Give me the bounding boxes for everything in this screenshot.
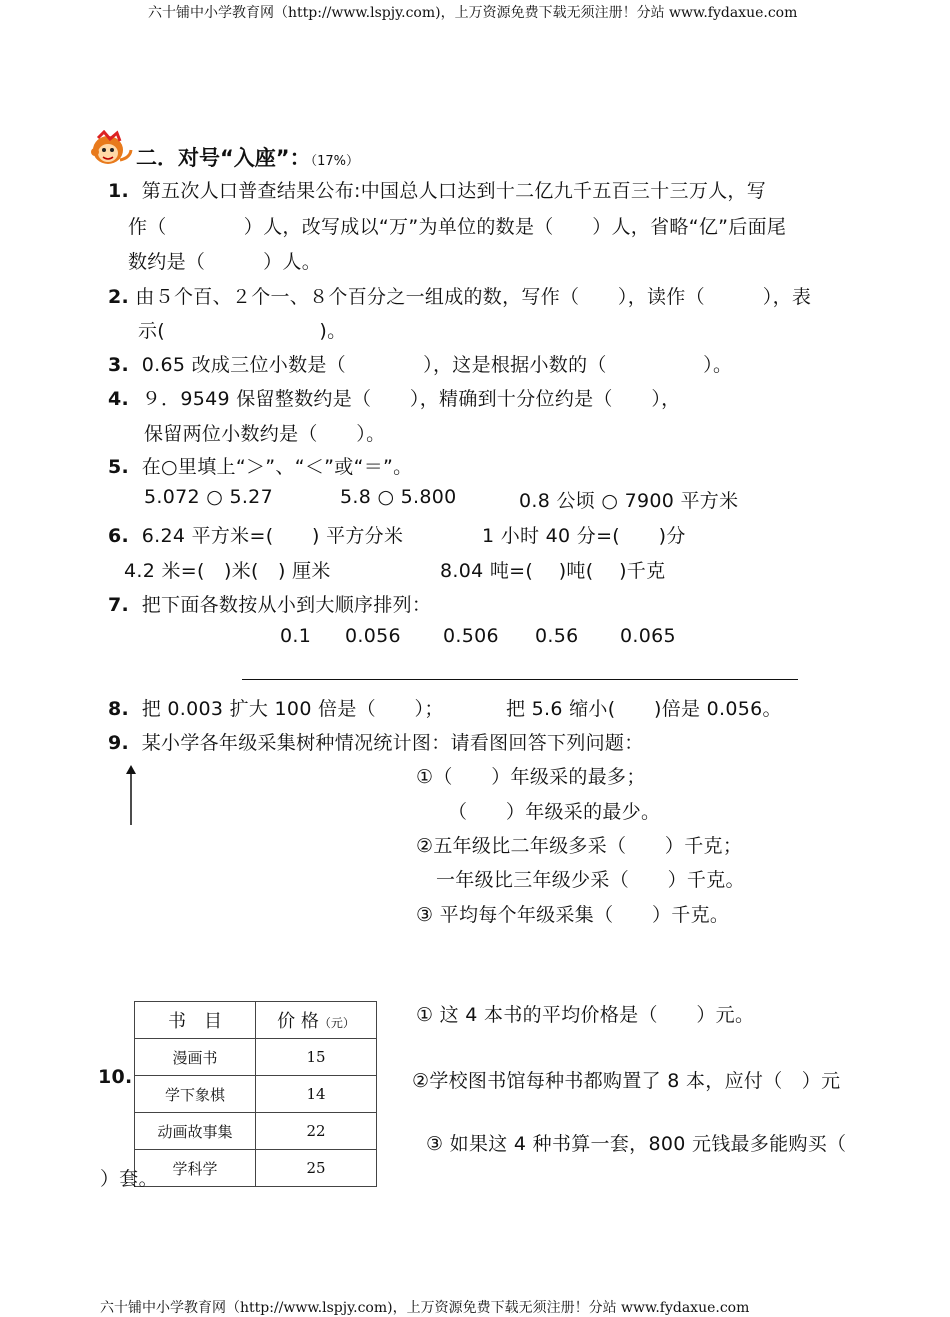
question-3: 3. 0.65 改成三位小数是（ ），这是根据小数的（ ）。 xyxy=(108,354,733,376)
table-header-row xyxy=(135,1002,377,1039)
number-5: 0.065 xyxy=(620,625,676,647)
compare-item-1: 5.072 ○ 5.27 xyxy=(144,486,273,508)
book-price: 15 xyxy=(256,1039,377,1076)
question-4-line-2: 保留两位小数约是（ ）。 xyxy=(144,423,386,445)
book-name: 动画故事集 xyxy=(135,1113,256,1150)
question-5: 5. 在○里填上“＞”、“＜”或“＝”。 xyxy=(108,456,413,478)
table-row xyxy=(135,1039,377,1076)
answer-line xyxy=(242,679,798,680)
book-name: 漫画书 xyxy=(135,1039,256,1076)
question-1: 1. 第五次人口普查结果公布:中国总人口达到十二亿九千五百三十三万人，写 xyxy=(108,180,767,202)
page-footer: 六十铺中小学教育网（http://www.lspjy.com)，上万资源免费下载无须注册！分站 www.fydaxue.com xyxy=(100,1300,750,1316)
question-10-sub-3-end: ）套。 xyxy=(100,1168,158,1190)
question-6-d: 8.04 吨=( )吨( )千克 xyxy=(440,560,666,582)
number-4: 0.56 xyxy=(535,625,579,647)
question-6-c: 4.2 米=( )米( ) 厘米 xyxy=(124,560,331,582)
book-price: 14 xyxy=(256,1076,377,1113)
book-price-table xyxy=(134,1001,377,1187)
question-10-sub-2: ②学校图书馆每种书都购置了 8 本，应付（ ）元 xyxy=(412,1070,841,1092)
page-header: 六十铺中小学教育网（http://www.lspjy.com)，上万资源免费下载无须注册！分站 www.fydaxue.com xyxy=(148,5,798,21)
book-name: 学下象棋 xyxy=(135,1076,256,1113)
section-title: 二．对号“入座”：（17%） xyxy=(136,146,360,170)
table-row xyxy=(135,1076,377,1113)
question-2-line-2: 示( )。 xyxy=(138,320,347,342)
book-price: 22 xyxy=(256,1113,377,1150)
question-9-sub-3: ②五年级比二年级多采（ ）千克； xyxy=(416,835,743,857)
price-unit: （元） xyxy=(318,1016,355,1030)
number-2: 0.056 xyxy=(345,625,401,647)
book-price: 25 xyxy=(256,1150,377,1187)
compare-item-2: 5.8 ○ 5.800 xyxy=(340,486,457,508)
question-9-sub-2: （ ）年级采的最少。 xyxy=(448,801,661,823)
question-7: 7. 把下面各数按从小到大顺序排列： xyxy=(108,594,432,616)
question-6-b: 1 小时 40 分=( )分 xyxy=(482,525,686,547)
question-2: 2. 由５个百、２个一、８个百分之一组成的数，写作（ ），读作（ ），表 xyxy=(108,286,812,308)
table-header-price: 价 格（元） xyxy=(256,1002,377,1039)
table-row xyxy=(135,1113,377,1150)
chart-y-axis-arrow-icon xyxy=(124,765,138,827)
question-9-sub-5: ③ 平均每个年级采集（ ）千克。 xyxy=(416,904,730,926)
question-6: 6. 6.24 平方米=( ) 平方分米 xyxy=(108,525,404,547)
question-1-line-2: 作（ ）人，改写成以“万”为单位的数是（ ）人，省略“亿”后面尾 xyxy=(128,216,787,238)
table-row xyxy=(135,1150,377,1187)
number-3: 0.506 xyxy=(443,625,499,647)
question-8-b: 把 5.6 缩小( )倍是 0.056。 xyxy=(506,698,782,720)
question-1-line-3: 数约是（ ）人。 xyxy=(128,251,322,273)
compare-item-3: 0.8 公顷 ○ 7900 平方米 xyxy=(519,490,739,512)
monkey-mascot-icon xyxy=(90,130,134,170)
question-9-sub-4: 一年级比三年级少采（ ）千克。 xyxy=(436,869,745,891)
table-header-title: 书 目 xyxy=(135,1002,256,1039)
book-name: 学科学 xyxy=(135,1150,256,1187)
number-1: 0.1 xyxy=(280,625,312,647)
question-4: 4. ９．9549 保留整数约是（ ），精确到十分位约是（ ）， xyxy=(108,388,681,410)
question-10-number: 10. xyxy=(98,1066,133,1088)
question-10-sub-1: ① 这 4 本书的平均价格是（ ）元。 xyxy=(416,1004,755,1026)
section-score: （17%） xyxy=(310,154,360,169)
question-9: 9. 某小学各年级采集树种情况统计图：请看图回答下列问题： xyxy=(108,732,644,754)
question-8: 8. 把 0.003 扩大 100 倍是（ ）； xyxy=(108,698,444,720)
question-10-sub-3: ③ 如果这 4 种书算一套，800 元钱最多能购买（ xyxy=(426,1133,847,1155)
question-9-sub-1: ①（ ）年级采的最多； xyxy=(416,766,646,788)
